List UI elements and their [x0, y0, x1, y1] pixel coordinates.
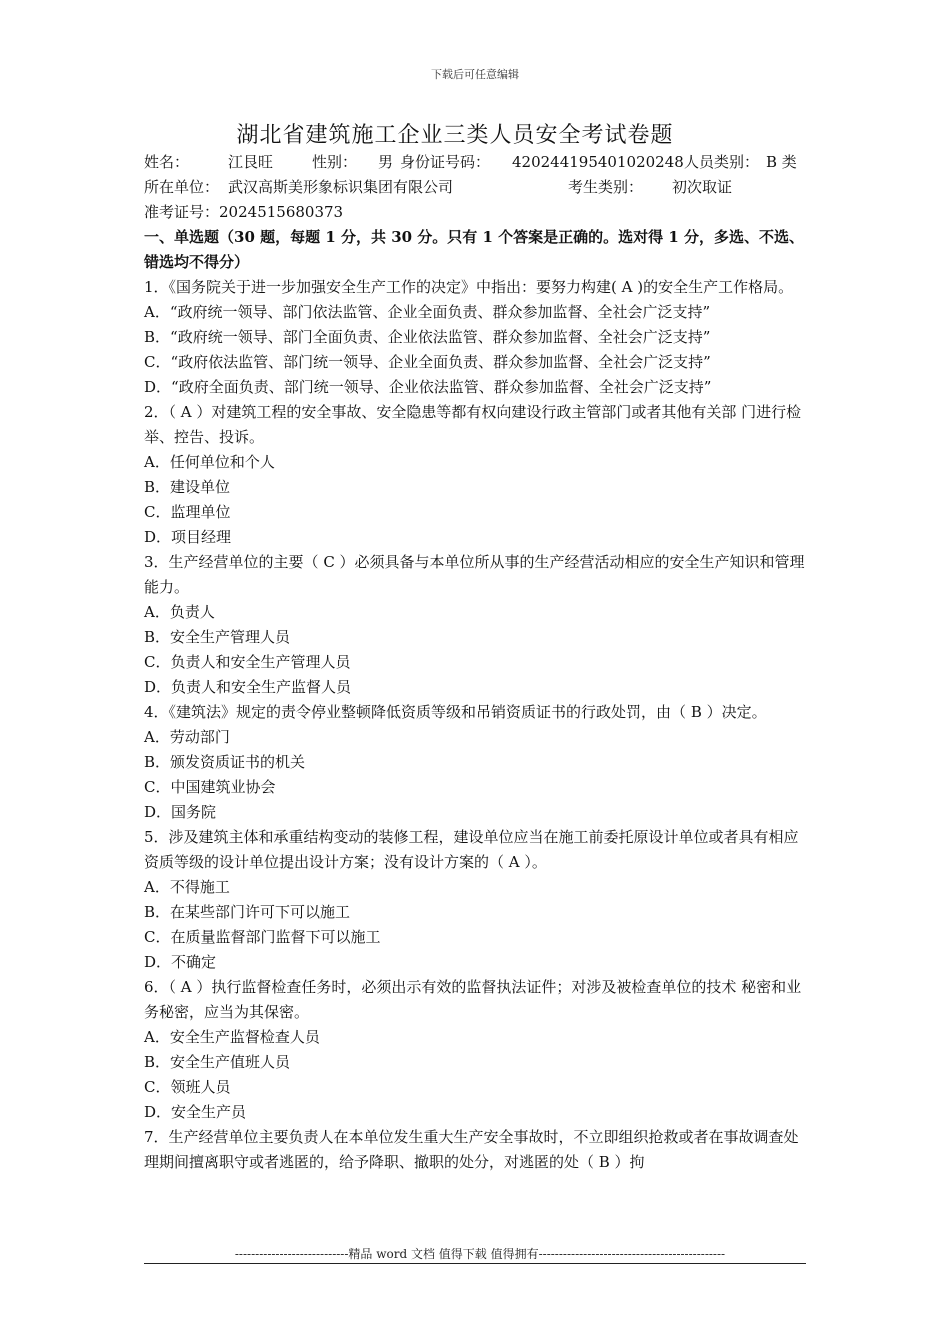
question-stem: 6．（ A ）执行监督检查任务时，必须出示有效的监督执法证件；对涉及被检查单位的技术 秘密和业务秘密，应当为其保密。 [144, 978, 802, 1021]
question-option: C．“政府依法监管、部门统一领导、企业全面负责、群众参加监督、全社会广泛支持” [144, 353, 711, 371]
question-option: B．颁发资质证书的机关 [144, 753, 306, 771]
question-option: A．安全生产监督检查人员 [144, 1028, 320, 1046]
exam-type-label: 考生类别： [568, 178, 644, 196]
question-option: A．不得施工 [144, 878, 230, 896]
question-option: B．安全生产管理人员 [144, 628, 291, 646]
footer-banner: ----------------------------精品 word 文档 值得下载 值得拥有---------------------------------------------- [234, 1247, 726, 1261]
question-option: B．“政府统一领导、部门全面负责、企业依法监管、群众参加监督、全社会广泛支持” [144, 328, 711, 346]
question-option: C．在质量监督部门监督下可以施工 [144, 928, 381, 946]
ticket-label: 准考证号： [144, 203, 220, 221]
question-option: D．“政府全面负责、部门统一领导、企业依法监管、群众参加监督、全社会广泛支持” [144, 378, 712, 396]
info-row-2 [144, 175, 810, 200]
gender-label: 性别： [312, 153, 358, 171]
question-option: C．领班人员 [144, 1078, 231, 1096]
question-stem: 4．《建筑法》规定的责令停业整顿降低资质等级和吊销资质证书的行政处罚，由（ B ）决定。 [144, 703, 767, 721]
name-value: 江艮旺 [228, 153, 274, 171]
question-stem: 1．《国务院关于进一步加强安全生产工作的决定》中指出：要努力构建( A )的安全生产工作格局。 [144, 278, 794, 296]
gender-value: 男 [378, 153, 394, 171]
page-title: 湖北省建筑施工企业三类人员安全考试卷题 [236, 123, 674, 148]
question-option: C．中国建筑业协会 [144, 778, 276, 796]
question-stem: 2．（ A ）对建筑工程的安全事故、安全隐患等都有权向建设行政主管部门或者其他有关部 门进行检举、控告、投诉。 [144, 403, 802, 446]
section-heading: 一、单选题（30 题，每题 1 分，共 30 分。只有 1 个答案是正确的。选对得 1 分，多选、不选、错选均不得分） [144, 228, 805, 271]
question-option: D．不确定 [144, 953, 217, 971]
info-row-3 [144, 200, 810, 225]
document-body [144, 150, 810, 1175]
id-label: 身份证号码： [400, 153, 491, 171]
name-label: 姓名： [144, 153, 190, 171]
footer-rule [144, 1263, 806, 1264]
question-stem: 3．生产经营单位的主要（ C ）必须具备与本单位所从事的生产经营活动相应的安全生产知识和管理能力。 [144, 553, 805, 596]
unit-label: 所在单位： [144, 178, 220, 196]
question-option: B．建设单位 [144, 478, 231, 496]
info-row-1 [144, 150, 810, 175]
question-option: D．安全生产员 [144, 1103, 247, 1121]
unit-value: 武汉高斯美形象标识集团有限公司 [228, 178, 454, 196]
question-stem: 7．生产经营单位主要负责人在本单位发生重大生产安全事故时，不立即组织抢救或者在事故调查处理期间擅离职守或者逃匿的，给予降职、撤职的处分，对逃匿的处（ B ）拘 [144, 1128, 799, 1171]
question-option: A．“政府统一领导、部门依法监管、企业全面负责、群众参加监督、全社会广泛支持” [144, 303, 711, 321]
exam-type-value: 初次取证 [672, 178, 733, 196]
question-option: C．监理单位 [144, 503, 231, 521]
id-value: 420244195401020248 [512, 153, 684, 171]
question-option: C．负责人和安全生产管理人员 [144, 653, 351, 671]
question-option: D．国务院 [144, 803, 217, 821]
question-option: D．项目经理 [144, 528, 232, 546]
question-list [144, 275, 810, 1175]
category-value: B 类 [766, 153, 797, 171]
question-option: D．负责人和安全生产监督人员 [144, 678, 352, 696]
question-option: A．劳动部门 [144, 728, 230, 746]
question-option: A．任何单位和个人 [144, 453, 275, 471]
ticket-value: 2024515680373 [219, 203, 344, 221]
question-stem: 5．涉及建筑主体和承重结构变动的装修工程，建设单位应当在施工前委托原设计单位或者具有相应资质等级的设计单位提出设计方案；没有设计方案的（ A ）。 [144, 828, 799, 871]
question-option: A．负责人 [144, 603, 215, 621]
category-label: 人员类别： [684, 153, 760, 171]
question-option: B．安全生产值班人员 [144, 1053, 291, 1071]
question-option: B．在某些部门许可下可以施工 [144, 903, 351, 921]
header-note: 下载后可任意编辑 [431, 68, 519, 81]
